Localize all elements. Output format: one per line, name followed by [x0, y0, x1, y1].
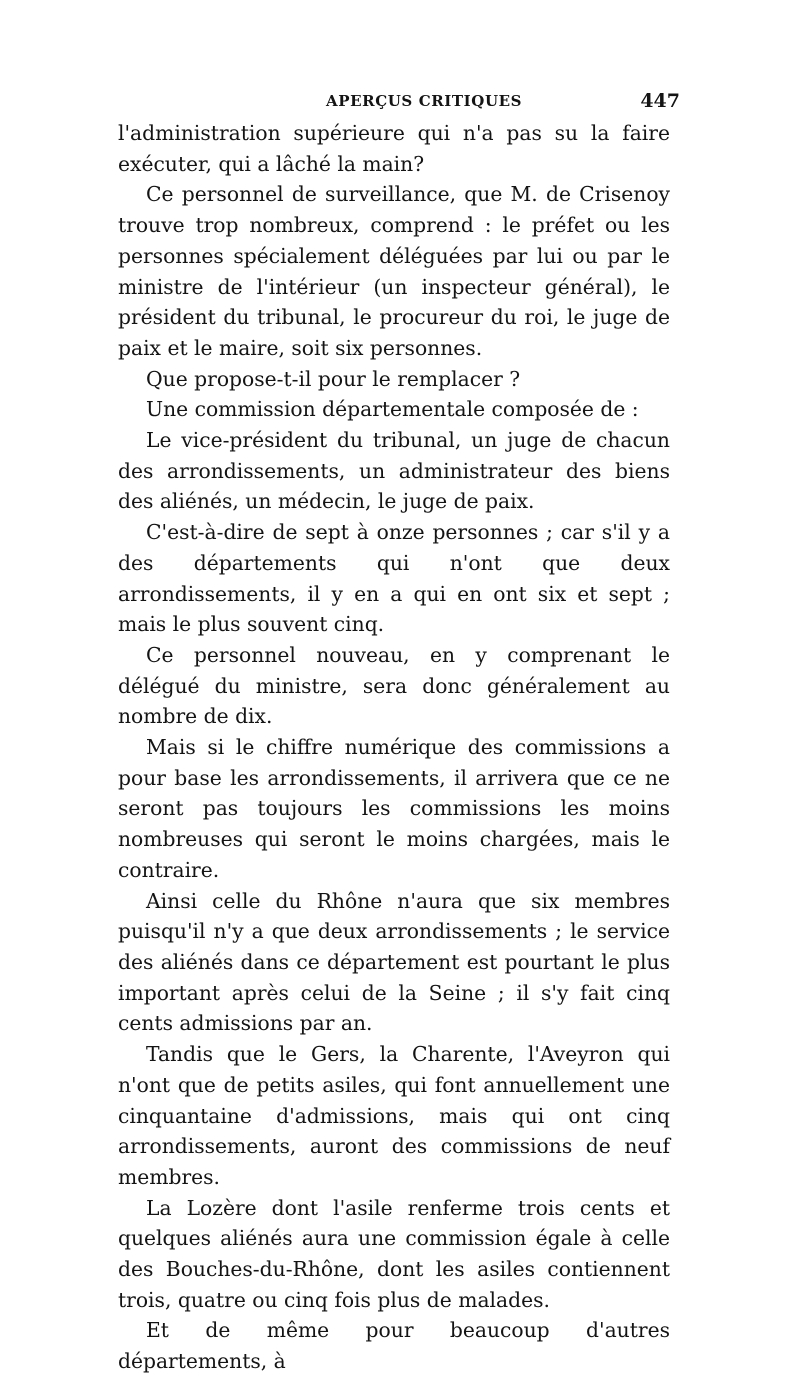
paragraph: Ce personnel nouveau, en y comprenant le délégué du ministre, sera donc généralement au nombre de dix.	[118, 642, 670, 729]
paragraph: Ce personnel de surveillance, que M. de Crisenoy trouve trop nombreux, comprend : le préfet ou les personnes spécialement déléguées par lui ou par le ministre de l'intérieur (un inspecteur général), le président du tribunal, le procureur du roi, le juge de paix et le maire, soit six personnes.	[118, 182, 670, 360]
running-title: APERÇUS CRITIQUES	[326, 92, 523, 110]
paragraph: La Lozère dont l'asile renferme trois cents et quelques aliénés aura une commission égale à celle des Bouches-du-Rhône, dont les asiles contiennent trois, quatre ou cinq fois plus de malades.	[118, 1195, 670, 1312]
paragraph: Tandis que le Gers, la Charente, l'Aveyron qui n'ont que de petits asiles, qui font annuellement une cinquantaine d'admissions, mais qui ont cinq arrondissements, auront des commissions de neuf membres.	[118, 1042, 670, 1189]
body-text	[118, 118, 670, 1377]
page-number: 447	[640, 90, 680, 112]
paragraph-continuation: l'administration supérieure qui n'a pas su la faire exécuter, qui a lâché la main?	[118, 121, 670, 176]
paragraph: Ainsi celle du Rhône n'aura que six membres puisqu'il n'y a que deux arrondissements ; le service des aliénés dans ce département est pourtant le plus important après celui de la Seine ; il s'y fait cinq cents admissions par an.	[118, 888, 670, 1036]
running-head	[120, 92, 680, 118]
paragraph: Que propose-t-il pour le remplacer ?	[146, 366, 521, 391]
paragraph: Mais si le chiffre numérique des commissions a pour base les arrondissements, il arrivera que ce ne seront pas toujours les commissions les moins nombreuses qui seront le moins chargées, mais le contraire.	[118, 735, 670, 882]
paragraph: C'est-à-dire de sept à onze personnes ; car s'il y a des départements qui n'ont que deux arrondissements, il y en a qui en ont six et sept ; mais le plus souvent cinq.	[118, 520, 670, 637]
paragraph: Une commission départementale composée de :	[146, 397, 639, 422]
paragraph: Le vice-président du tribunal, un juge de chacun des arrondissements, un administrateur des biens des aliénés, un médecin, le juge de paix.	[118, 428, 670, 514]
paragraph: Et de même pour beaucoup d'autres départements, à	[118, 1318, 670, 1374]
